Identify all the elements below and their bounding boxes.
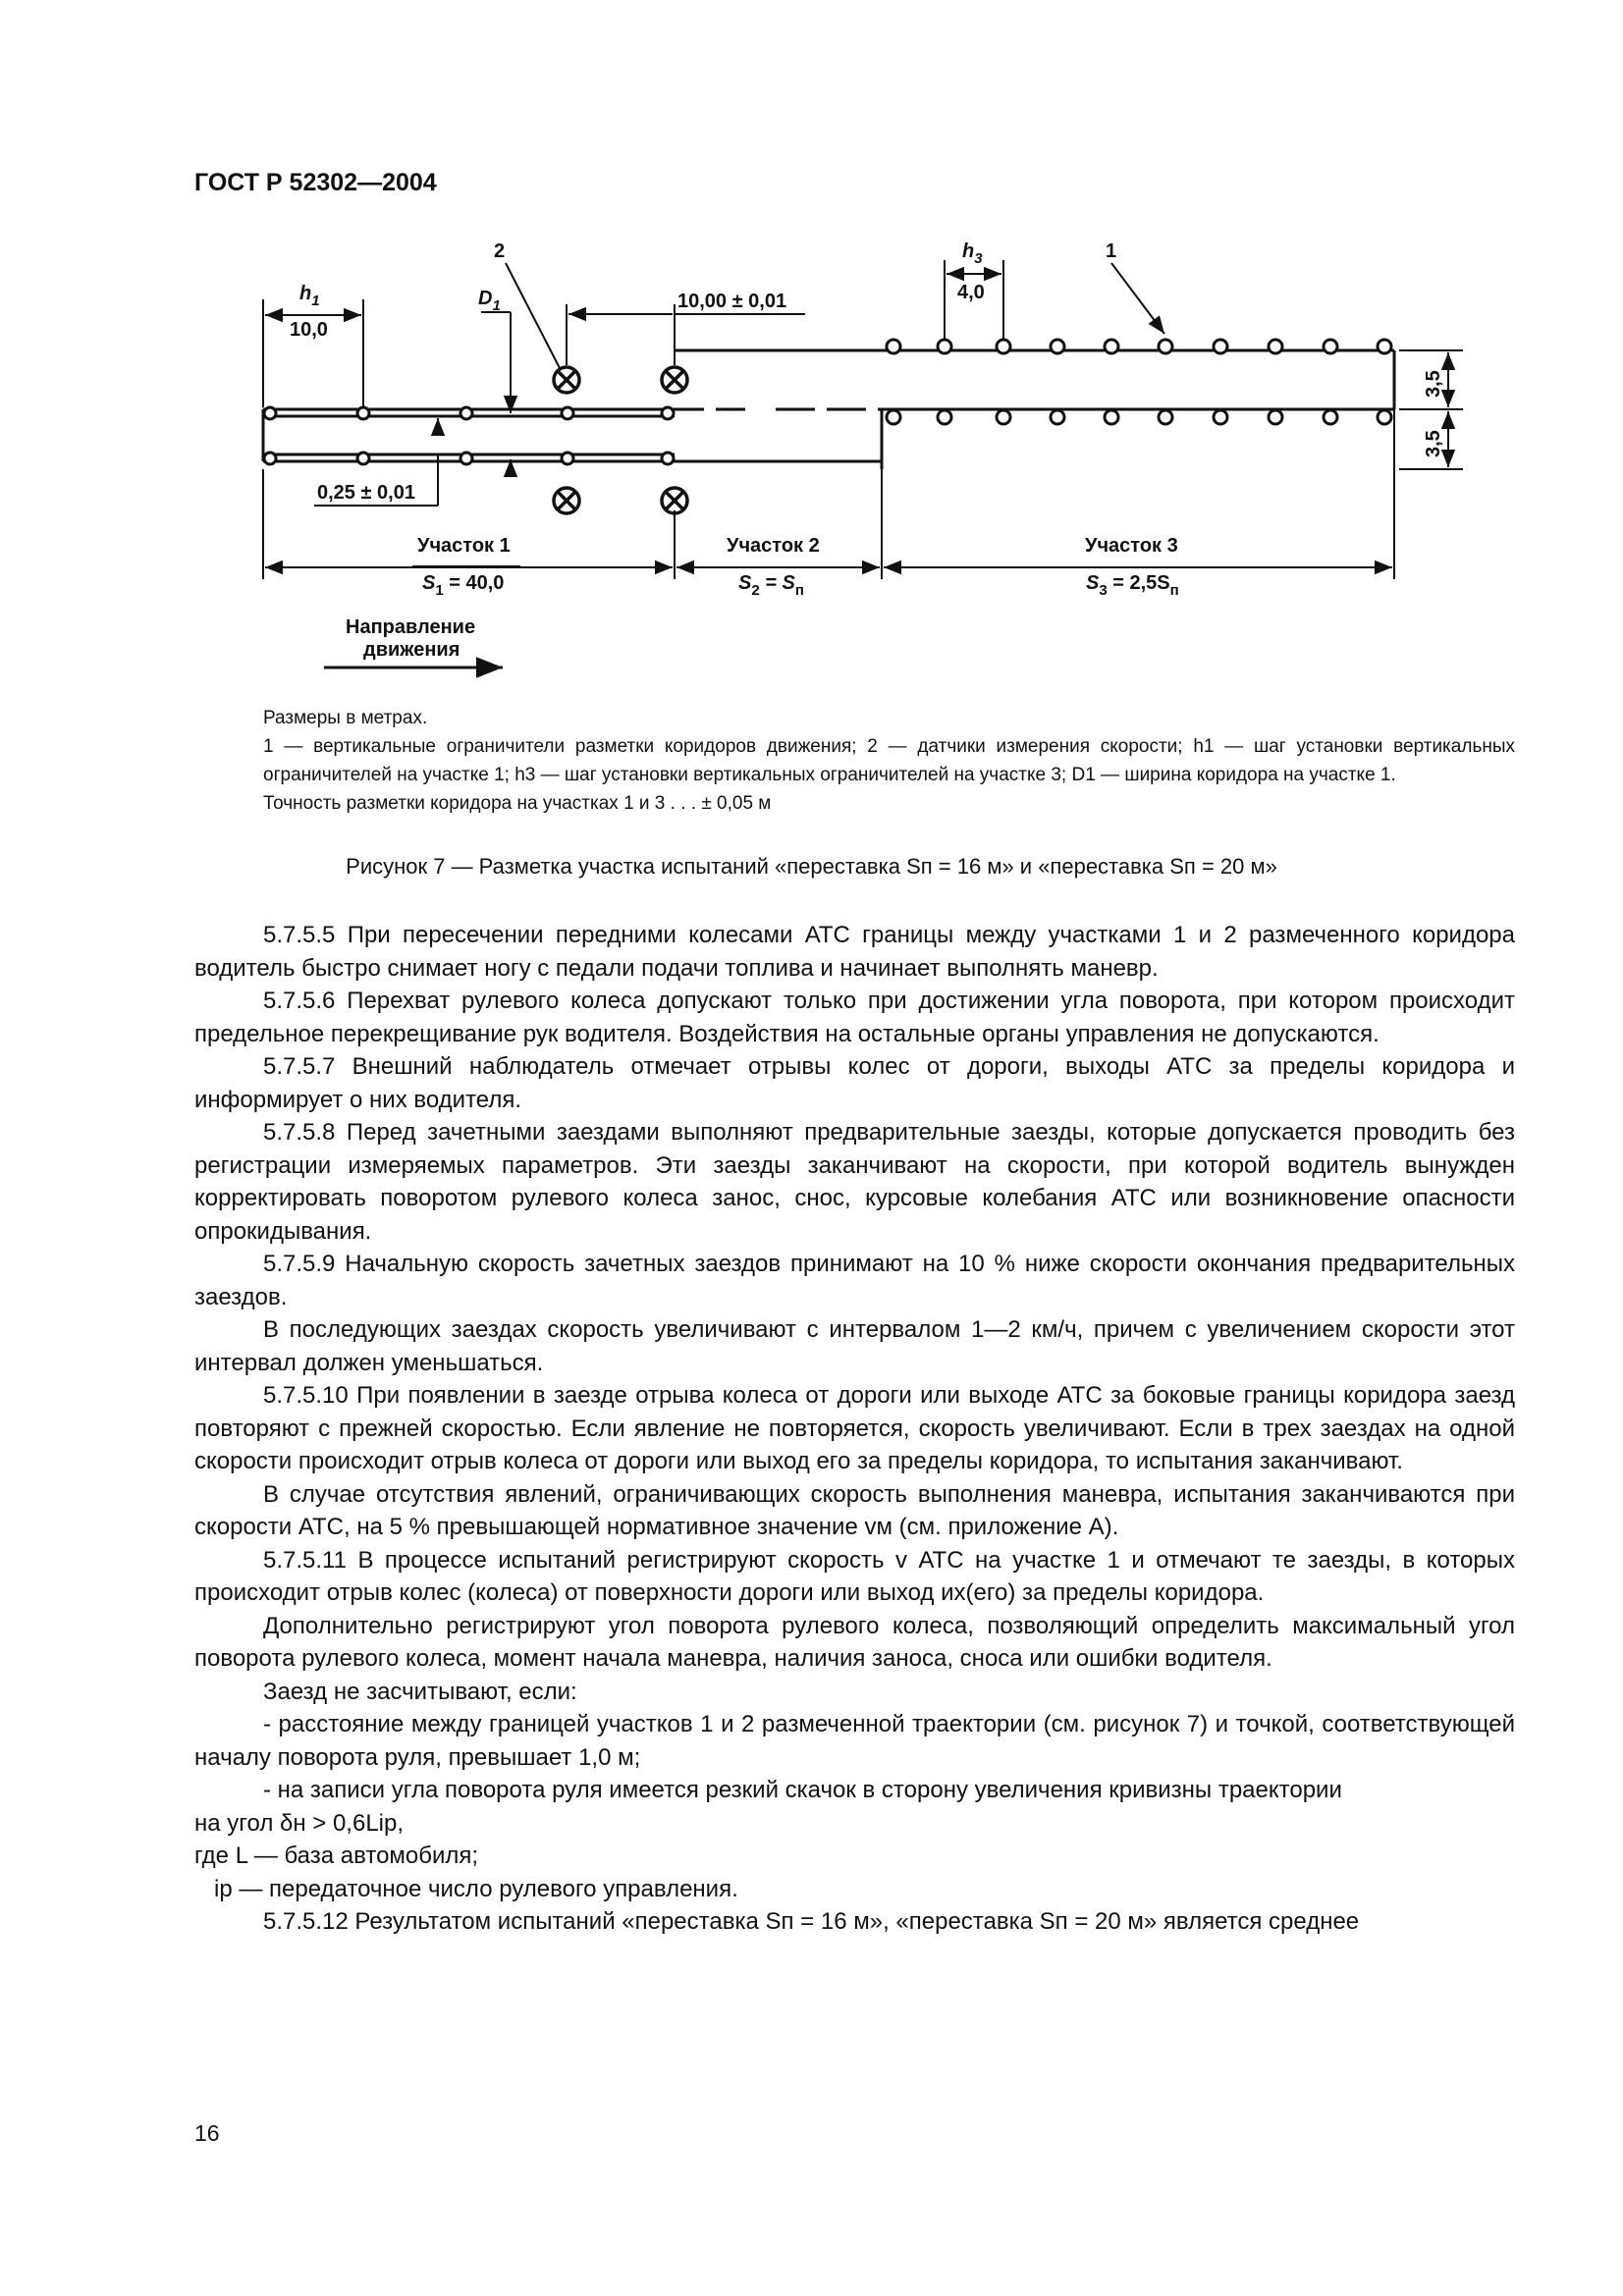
figure-notes — [194, 704, 1515, 818]
units-note: Размеры в метрах. — [263, 708, 428, 728]
callout-1: 1 — [1106, 240, 1117, 262]
paragraph: 5.7.5.8 Перед зачетными заездами выполняют предварительные заезды, которые допускается проводить без регистрации измеряемых параметров. Эти заезды заканчивают на скорости, при которой водитель вынужден корректировать поворотом рулевого колеса занос, снос, курсовые колебания АТС или возникновение опасности опрокидывания. — [194, 1119, 1515, 1245]
legend-note: 1 — вертикальные ограничители разметки коридоров движения; 2 — датчики измерения скорости; h1 — шаг установки вертикальных ограничителей на участке 1; h3 — шаг установки вертикальных ограничителей на участке 3; D1 — ширина коридора на участке 1. — [263, 736, 1515, 785]
h1-label: $h_1$ — [299, 283, 320, 309]
paragraph: где L — база автомобиля; — [194, 1842, 479, 1869]
direction-label-1: Направление — [346, 616, 476, 638]
paragraph: iр — передаточное число рулевого управления. — [214, 1875, 738, 1902]
section2-length: $S_2 = S_п$ — [738, 572, 804, 599]
cones-section-3 — [887, 340, 1391, 424]
h3-value: 4,0 — [957, 282, 985, 303]
paragraph: 5.7.5.12 Результатом испытаний «переставка Sп = 16 м», «переставка Sп = 20 м» является среднее — [263, 1908, 1360, 1935]
page-number: 16 — [194, 2120, 220, 2146]
paragraph: 5.7.5.11 В процессе испытаний регистрируют скорость v АТС на участке 1 и отмечают те заезды, в которых происходит отрыв колес (колеса) от поверхности дороги или выход их(его) за пределы коридора. — [194, 1546, 1515, 1606]
callout-2: 2 — [494, 240, 506, 262]
paragraph: - расстояние между границей участков 1 и 2 размеченной траектории (см. рисунок 7) и точкой, соответствующей началу поворота руля, превышает 1,0 м; — [194, 1711, 1515, 1771]
section1-length: $S_1 = 40,0$ — [422, 572, 505, 599]
section3-name: Участок 3 — [1085, 535, 1178, 557]
tolerance-value: 0,25 ± 0,01 — [317, 482, 415, 504]
d1-label: $D_1$ — [478, 288, 501, 314]
h1-value: 10,0 — [290, 319, 328, 341]
lane-width-top: 3,5 — [1423, 370, 1444, 398]
paragraph: Заезд не засчитывают, если: — [263, 1678, 577, 1705]
body-text — [194, 919, 1515, 1939]
paragraph: 5.7.5.5 При пересечении передними колесами АТС границы между участками 1 и 2 размеченного коридора водитель быстро снимает ногу с педали подачи топлива и начинает выполнять маневр. — [194, 922, 1515, 982]
paragraph: 5.7.5.9 Начальную скорость зачетных заездов принимают на 10 % ниже скорости окончания предварительных заездов. — [194, 1251, 1515, 1310]
section1-name: Участок 1 — [417, 535, 511, 557]
section3-length: $S_3 = 2,5S_п$ — [1086, 572, 1179, 599]
section2-name: Участок 2 — [727, 535, 820, 557]
accuracy-note: Точность разметки коридора на участках 1 и 3 . . . ± 0,05 м — [263, 793, 772, 814]
speed-sensors — [554, 367, 687, 513]
gap-value: 10,00 ± 0,01 — [677, 291, 787, 312]
direction-label-2: движения — [363, 639, 460, 661]
document-header: ГОСТ Р 52302—2004 — [194, 169, 437, 196]
figure-title: Рисунок 7 — Разметка участка испытаний «переставка Sп = 16 м» и «переставка Sп = 20 м» — [346, 854, 1277, 879]
paragraph: 5.7.5.6 Перехват рулевого колеса допускают только при достижении угла поворота, при котором происходит предельное перекрещивание рук водителя. Воздействия на остальные органы управления не допускаются. — [194, 988, 1515, 1047]
paragraph: В последующих заездах скорость увеличивают с интервалом 1—2 км/ч, причем с увеличением скорости этот интервал должен уменьшаться. — [194, 1316, 1515, 1376]
paragraph: на угол δн > 0,6Liр, — [194, 1809, 405, 1837]
paragraph: Дополнительно регистрируют угол поворота рулевого колеса, позволяющий определить максимальный угол поворота рулевого колеса, момент начала маневра, наличия заноса, сноса или ошибки водителя. — [194, 1612, 1515, 1672]
lane-width-bottom: 3,5 — [1423, 430, 1444, 457]
paragraph: 5.7.5.7 Внешний наблюдатель отмечает отрывы колес от дороги, выходы АТС за пределы коридора и информирует о них водителя. — [194, 1053, 1515, 1113]
test-track-diagram — [0, 0, 1623, 687]
h3-label: $h_3$ — [962, 240, 983, 267]
paragraph: - на записи угла поворота руля имеется резкий скачок в сторону увеличения кривизны траектории — [263, 1777, 1342, 1803]
paragraph: 5.7.5.10 При появлении в заезде отрыва колеса от дороги или выходе АТС за боковые границы коридора заезд повторяют с прежней скоростью. Если явление не повторяется, скорость увеличивают. Если в трех заездах на одной скорости происходит отрыв колеса от дороги или выход его за пределы коридора, то испытания заканчивают. — [194, 1382, 1515, 1474]
paragraph: В случае отсутствия явлений, ограничивающих скорость выполнения маневра, испытания заканчиваются при скорости АТС, на 5 % превышающей нормативное значение vм (см. приложение А). — [194, 1480, 1515, 1540]
